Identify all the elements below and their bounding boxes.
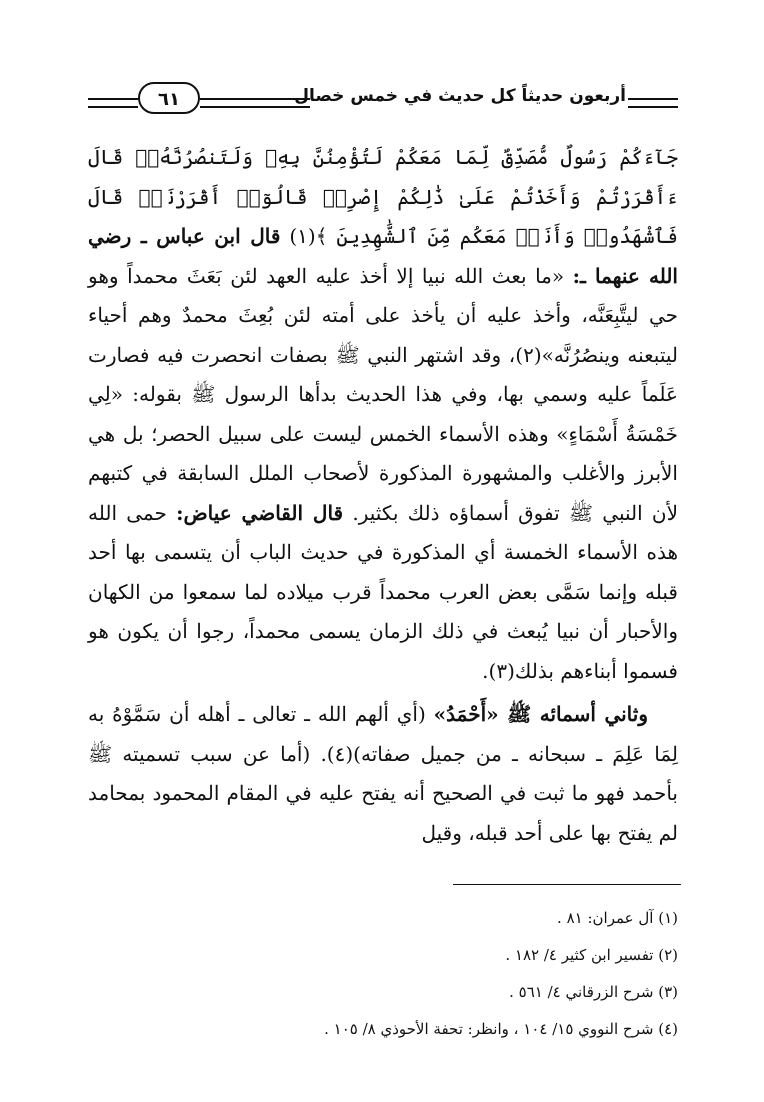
quran-verse: جَآءَكُمْ رَسُولٌ مُّصَدِّقٌ لِّمَا مَعَكُمْ لَتُؤْمِنُنَّ بِهِۦ وَلَتَنصُرُنَّهُۥۚ قَالَ ءَأَقْرَرْتُمْ وَأَخَذْتُمْ عَلَىٰ ذَٰلِكُمْ إِصْرِىۖ قَالُوٓا۟ أَقْرَرْنَاۚ قَالَ فَٱشْهَدُوا۟ وَأَنَا۠ مَعَكُم مِّنَ ٱلشَّٰهِدِينَ [88, 145, 679, 248]
footnote-4: (٤) شرح النووي ١٥/ ١٠٤ ، وانظر: تحفة الأحوذي ٨/ ١٠٥ . [324, 1020, 678, 1038]
qadi-iyad-attribution: قال القاضي عياض: [176, 500, 344, 525]
narrator-attribution: قال ابن عباس ـ رضي الله عنهما ـ: [88, 224, 678, 288]
paragraph-1 [88, 138, 678, 691]
footnote-1: (١) آل عمران: ٨١ . [557, 909, 678, 927]
footnote-separator [453, 884, 681, 885]
main-text [88, 138, 678, 853]
paragraph-2-text: (أي ألهم الله ـ تعالى ـ أهله أن سَمَّوْهُ به لِمَا عَلِمَ ـ سبحانه ـ من جميل صفاته)(٤). (أما عن سبب تسميته ﷺ بأحمد فهو ما ثبت في الصحيح أنه يفتح عليه في المقام المحمود بمحامد لم يفتح بها على أحد قبله، وقيل [88, 702, 678, 845]
verse-close: ﴾(١) [280, 224, 337, 248]
page-header [88, 78, 678, 118]
header-rule-left [88, 98, 138, 108]
paragraph-1-text: «ما بعث الله نبيا إلا أخذ عليه العهد لئن بَعَثَ محمداً وهو حي ليتَّبِعَنَّه، وأخذ عليه أن يأخذ على أمته لئن بُعِثَ محمدٌ وهم أحياء ليتبعنه وينصُرُنَّه»(٢)، وقد اشتهر النبي ﷺ بصفات انحصرت فيه فصارت عَلَماً عليه وسمي بها، وفي هذا الحديث بدأها الرسول ﷺ بقوله: «لِي خَمْسَةُ أَسْمَاءٍ» وهذه الأسماء الخمس ليست على سبيل الحصر؛ بل هي الأبرز والأغلب والمشهورة المذكورة لأصحاب الملل السابقة في كتبهم لأن النبي ﷺ تفوق أسماؤه ذلك بكثير. [88, 263, 679, 525]
running-title: أربعون حديثاً كل حديث في خمس خصال [294, 86, 626, 106]
footnote-2: (٢) تفسير ابن كثير ٤/ ١٨٢ . [505, 946, 678, 964]
second-name-heading: وثاني أسمائه ﷺ «أَحْمَدُ» [433, 702, 648, 726]
paragraph-1-continued: حمى الله هذه الأسماء الخمسة أي المذكورة في حديث الباب أن يتسمى بها أحد قبله وإنما سَمَّى بعض العرب محمداً قرب ميلاده لما سمعوا من الكهان والأحبار أن نبيا يُبعث في ذلك الزمان يسمى محمداً، رجوا أن يكون هو فسموا أبناءهم بذلك(٣). [88, 500, 678, 683]
footnote-3: (٣) شرح الزرقاني ٤/ ٥٦١ . [509, 983, 678, 1001]
paragraph-2 [88, 695, 678, 853]
footnotes [88, 900, 678, 1048]
header-rule-middle [200, 98, 310, 108]
header-rule-right [628, 98, 678, 108]
page-number: ٦١ [138, 82, 200, 114]
